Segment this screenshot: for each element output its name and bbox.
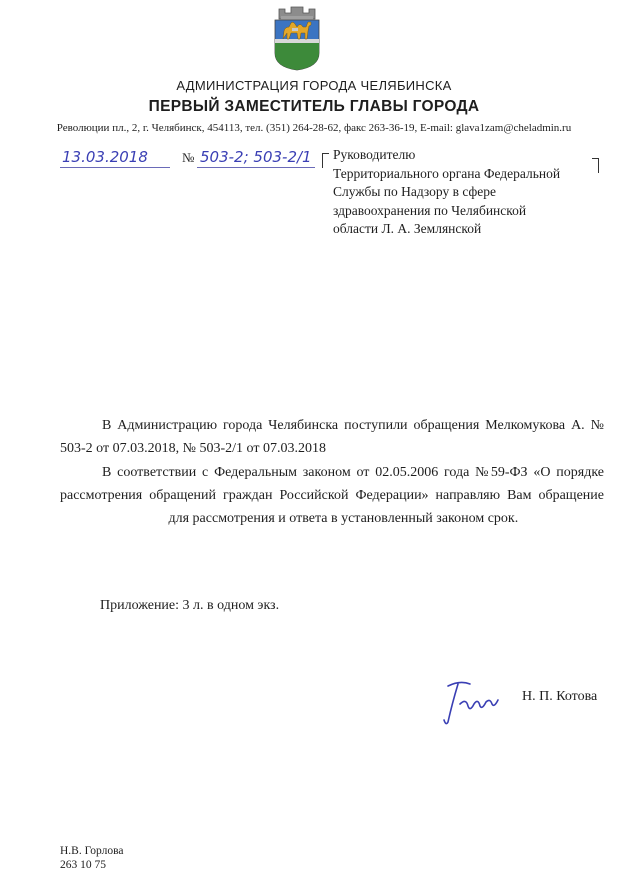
addressee-line: здравоохранения по Челябинской — [333, 202, 527, 218]
contact-details: Революции пл., 2, г. Челябинск, 454113, тел. (351) 264-28-62, факс 263-36-19, E-mail: glava1zam@cheladmin.ru — [56, 122, 572, 134]
signer-name: Н. П. Котова — [522, 689, 598, 704]
addressee-line: Территориального органа Федеральной — [333, 165, 561, 181]
attachment-note: Приложение: 3 л. в одном экз. — [100, 598, 280, 613]
paragraph-2-text-start: В соответствии с Федеральным законом от 02.05.2006 года №59-ФЗ «О порядке рассмотрения обращений граждан Российской Федерации» направляю Вам обращение — [60, 465, 604, 503]
executor-phone: 263 10 75 — [60, 859, 106, 871]
coat-of-arms-emblem — [271, 5, 323, 71]
number-underline — [197, 167, 315, 168]
registration-number: 503-2; 503-2/1 — [200, 148, 312, 166]
addressee-bracket-left — [322, 153, 329, 168]
body-paragraph-2 — [60, 461, 604, 530]
executor-name: Н.В. Горлова — [60, 845, 124, 857]
paragraph-2-text-end: для рассмотрения и ответа в установленный законом срок. — [168, 511, 519, 526]
number-sign: № — [182, 150, 195, 165]
registration-date: 13.03.2018 — [62, 148, 148, 166]
administration-title: АДМИНИСТРАЦИЯ ГОРОДА ЧЕЛЯБИНСКА — [176, 78, 452, 93]
addressee-line: Службы по Надзору в сфере — [333, 184, 496, 199]
date-underline — [60, 167, 170, 168]
body-paragraph-1: В Администрацию города Челябинска поступили обращения Мелкомукова А. № 503-2 от 07.03.2018, № 503-2/1 от 07.03.2018 — [60, 418, 604, 456]
addressee-block — [333, 146, 595, 239]
executor-block — [60, 844, 123, 872]
addressee-line: Руководителю — [333, 147, 416, 162]
handwritten-signature — [440, 676, 502, 728]
addressee-line: области Л. А. Землянской — [333, 221, 482, 236]
position-title: ПЕРВЫЙ ЗАМЕСТИТЕЛЬ ГЛАВЫ ГОРОДА — [148, 98, 480, 115]
